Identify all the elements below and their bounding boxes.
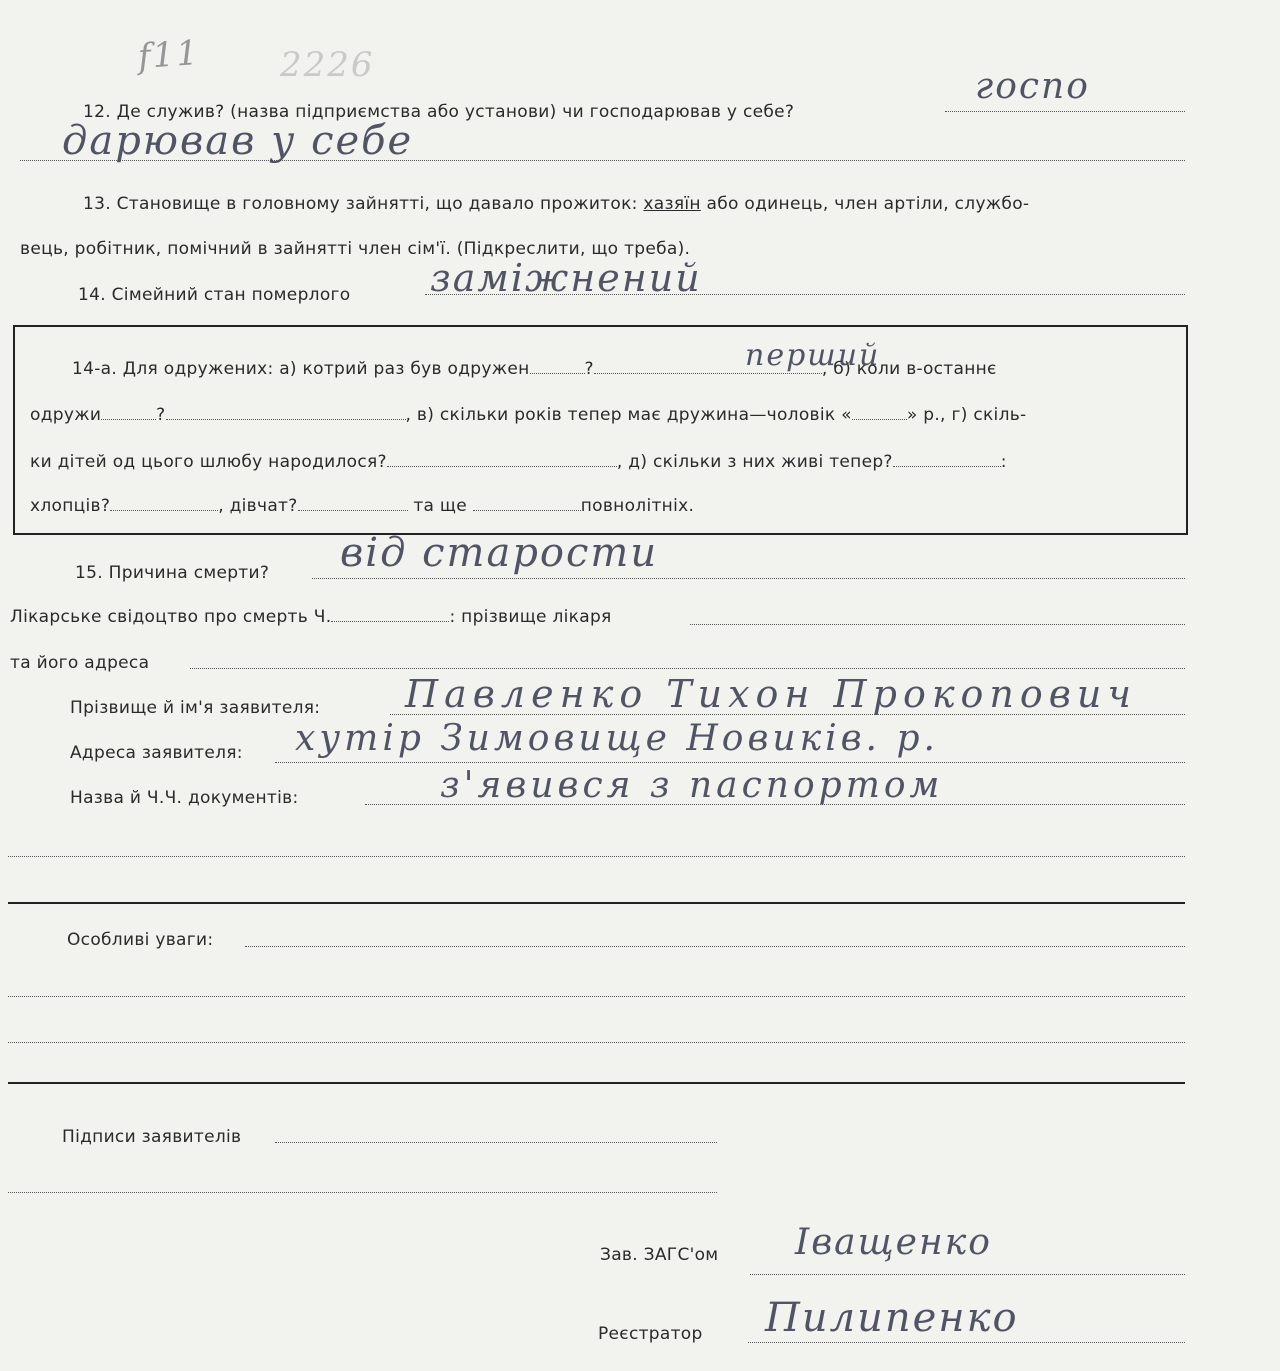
applicant-name-value: Павленко Тихон Прокопович — [405, 672, 1138, 716]
medical-address-line — [190, 668, 1185, 669]
q14a-line-2 — [30, 404, 1027, 426]
margin-note: f11 — [136, 32, 202, 78]
q14a-l4-b: , дівчат? — [218, 496, 298, 516]
notes-line-3 — [8, 1042, 1185, 1043]
section-divider-2 — [8, 1082, 1185, 1084]
q13-line-1 — [83, 193, 1029, 215]
doctor-line — [690, 624, 1185, 625]
medical-line — [10, 606, 612, 628]
applicants-signature-line — [275, 1142, 717, 1143]
q14a-line-4 — [30, 495, 694, 517]
applicant-address-line — [275, 762, 1185, 763]
documents-value: з'явився з паспортом — [440, 765, 944, 806]
q15-label: 15. Причина смерти? — [75, 563, 270, 583]
applicant-name-label: Прізвище й ім'я заявителя: — [70, 698, 321, 718]
q14a-l4-c: та ще — [413, 496, 468, 516]
q14a-l2-c: » р., г) скіль- — [906, 405, 1027, 425]
q14a-l4-d: повнолітніх. — [580, 496, 695, 516]
q15-answer: від старости — [340, 530, 659, 576]
q14a-l2-b: , в) скільки років тепер має дружина—чоловік « — [405, 405, 852, 425]
q14a-l3-text: ки дітей од цього шлюбу народилося? — [30, 452, 387, 472]
q14a-l1-b: , б) коли в-останнє — [821, 359, 997, 379]
q13-prefix: 13. Становище в головному зайнятті, що давало прожиток: — [83, 194, 638, 214]
faint-number: 2226 — [280, 45, 375, 85]
notes-line-2 — [8, 996, 1185, 997]
q13-line-2: вець, робітник, помічний в зайнятті член сім'ї. (Підкреслити, що треба). — [20, 239, 691, 259]
q14a-answer: перший — [745, 338, 881, 373]
q14a-l4-a: хлопців? — [30, 496, 111, 516]
q12-answer-2: дарював у себе — [62, 118, 414, 164]
documents-line-2 — [8, 856, 1185, 857]
zags-signature-line — [750, 1274, 1185, 1275]
documents-label: Назва й Ч.Ч. документів: — [70, 788, 299, 808]
section-divider-1 — [8, 902, 1185, 904]
q14-label: 14. Сімейний стан померлого — [78, 285, 351, 305]
registrar-signature-line — [748, 1342, 1185, 1343]
applicant-address-value: хутір Зимовище Новиків. р. — [295, 718, 939, 759]
applicants-signature-line-2 — [8, 1192, 717, 1193]
q15-answer-line — [312, 578, 1185, 579]
medical-label: Лікарське свідоцтво про смерть Ч. — [10, 607, 332, 627]
applicant-address-label: Адреса заявителя: — [70, 743, 243, 763]
zags-signature: Іващенко — [795, 1222, 992, 1263]
q14a-l2-text: одружи — [30, 405, 102, 425]
q14a-l3-c: : — [1000, 452, 1007, 472]
registrar-signature: Пилипенко — [765, 1295, 1019, 1341]
q12-answer-line — [945, 111, 1185, 112]
q14a-l2-q: ? — [156, 405, 166, 425]
q14-answer: заміжнений — [430, 256, 702, 300]
notes-line-1 — [245, 946, 1185, 947]
q14a-l1-text: 14-а. Для одружених: а) котрий раз був одружен — [72, 359, 530, 379]
q12-label: 12. Де служив? (назва підприємства або установи) чи господарював у себе? — [83, 102, 795, 122]
q13-underlined-option: хазяїн — [643, 194, 701, 214]
registrar-label: Реєстратор — [598, 1324, 703, 1344]
zags-label: Зав. ЗАГС'ом — [600, 1245, 719, 1265]
applicants-signature-label: Підписи заявителів — [62, 1127, 242, 1147]
medical-address-label: та його адреса — [10, 653, 150, 673]
doctor-label: : прізвище лікаря — [449, 607, 612, 627]
q12-answer-1: госпо — [975, 66, 1090, 107]
q14a-line-3 — [30, 451, 1007, 473]
q14a-l1-q: ? — [584, 359, 594, 379]
notes-label: Особливі уваги: — [67, 930, 214, 950]
q13-suffix: або одинець, член артіли, службо- — [706, 194, 1030, 214]
q14a-l3-b: , д) скільки з них живі тепер? — [616, 452, 893, 472]
